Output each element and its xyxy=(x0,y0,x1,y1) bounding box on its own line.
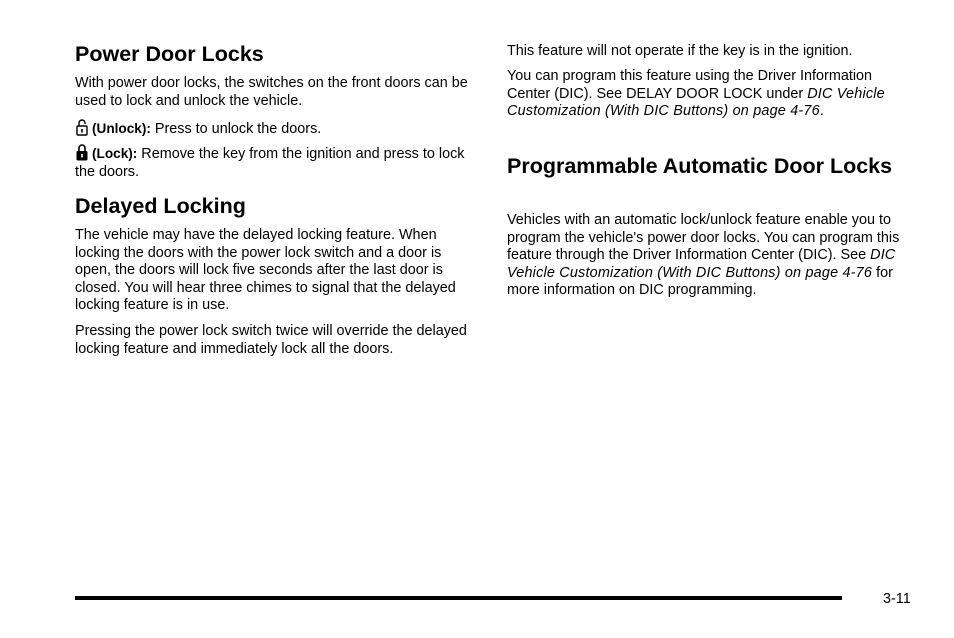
unlock-term: (Unlock): xyxy=(92,121,151,136)
programmable-para xyxy=(507,212,912,300)
programmable-text-pre: Vehicles with an automatic lock/unlock feature enable you to program the vehicle's power door locks. You can program this feature through the Driver Information Center (DIC). See xyxy=(507,212,900,264)
footer-rule xyxy=(75,596,842,600)
power-door-locks-intro: With power door locks, the switches on the front doors can be used to lock and unlock the vehicle. xyxy=(75,75,468,109)
lock-term: (Lock): xyxy=(92,146,138,161)
unlock-icon xyxy=(75,118,89,136)
heading-delayed-locking: Delayed Locking xyxy=(75,194,246,218)
lock-icon xyxy=(75,143,89,161)
page-number: 3-11 xyxy=(883,591,911,607)
lock-description xyxy=(75,143,475,181)
program-text-post: . xyxy=(819,103,824,120)
dic-customization-reference: DIC Vehicle Customization (With DIC Buttons) on page 4‑76 xyxy=(507,85,885,120)
program-delay-lock-para xyxy=(507,68,912,121)
delayed-locking-para2: Pressing the power lock switch twice will override the delayed locking feature and immediately lock all the doors. xyxy=(75,323,467,357)
unlock-description xyxy=(75,118,475,139)
unlock-text: Press to unlock the doors. xyxy=(150,121,322,137)
heading-power-door-locks: Power Door Locks xyxy=(75,42,264,66)
delayed-locking-para1: The vehicle may have the delayed locking feature. When locking the doors with the power lock switch and a door is open, the doors will lock five seconds after the last door is closed. You will hear three chimes to signal that the delayed locking feature is in use. xyxy=(75,227,456,314)
program-text-pre: You can program this feature using the Driver Information Center (DIC). See DELAY DOOR LOCK under xyxy=(507,68,873,102)
heading-programmable-automatic-door-locks: Programmable Automatic Door Locks xyxy=(507,154,893,178)
dic-customization-reference-2: DIC Vehicle Customization (With DIC Buttons) on page 4‑76 xyxy=(507,247,896,281)
lock-text: Remove the key from the ignition and press to lock the doors. xyxy=(75,146,465,180)
programmable-text-post: for more information on DIC programming. xyxy=(507,264,893,299)
ignition-note: This feature will not operate if the key is in the ignition. xyxy=(507,43,853,59)
